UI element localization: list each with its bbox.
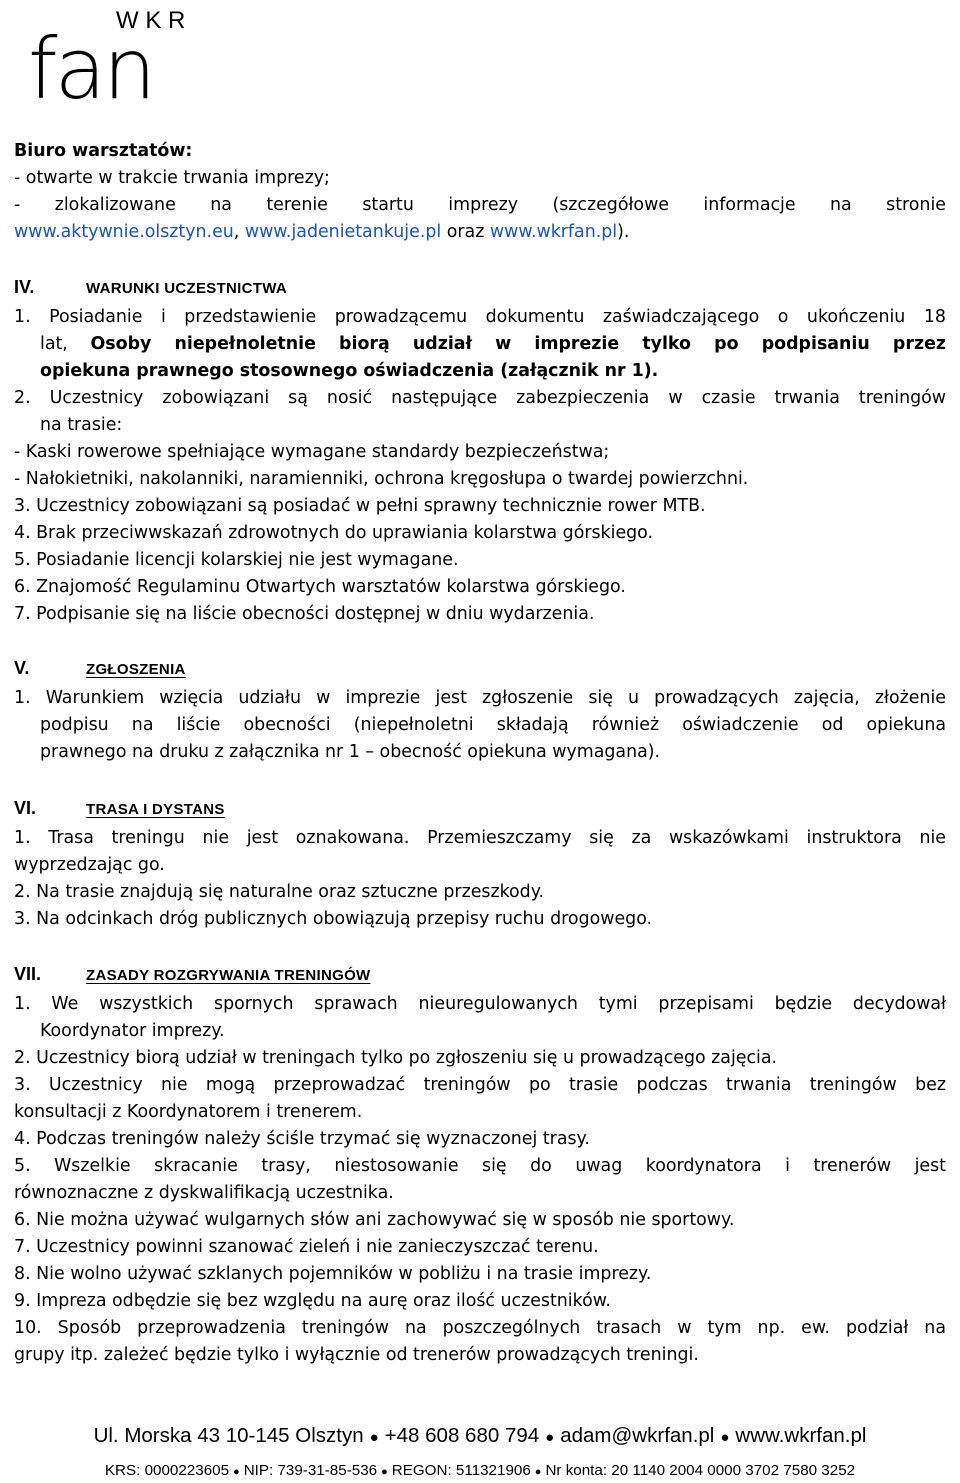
s7-p1-line2: Koordynator imprezy. [40,1021,225,1041]
footer-email[interactable]: adam@wkrfan.pl [560,1424,715,1447]
section-vii-heading [14,961,371,989]
footer-bank-account: Nr konta: 20 1140 2004 0000 3702 7580 3252 [545,1462,856,1479]
section-vi-heading [14,795,225,823]
wkrfan-logo [28,2,228,102]
section-iv-title: WARUNKI UCZESTNICTWA [86,280,287,297]
footer-registry-line [0,1462,960,1479]
s6-p1-line1: 1. Trasa treningu nie jest oznakowana. Przemieszczamy się za wskazówkami instruktora nie [14,828,946,848]
section-v-title: ZGŁOSZENIA [86,661,186,678]
footer-nip: NIP: 739-31-85-536 [243,1462,378,1479]
s4-p2-line2: na trasie: [40,415,123,435]
section-v-number: V. [14,658,30,678]
section-vi-number: VI. [14,798,37,818]
footer-bullet: ● [534,1466,542,1478]
footer-bullet: ● [545,1429,555,1446]
s4-p2-line4: - Nałokietniki, nakolanniki, naramienniki, ochrona kręgosłupa o twardej powierzchni. [14,469,749,489]
s7-p1-line1: 1. We wszystkich spornych sprawach nieuregulowanych tymi przepisami będzie decydował [14,994,946,1014]
s5-p1-line3: prawnego na druku z załącznika nr 1 – obecność opiekuna wymagana). [40,742,661,762]
section-vii-title: ZASADY ROZGRYWANIA TRENINGÓW [86,967,371,984]
s7-p5-line1: 5. Wszelkie skracanie trasy, niestosowanie się do uwag koordynatora i trenerów jest [14,1156,946,1176]
s7-item-9: 9. Impreza odbędzie się bez względu na aurę oraz ilość uczestników. [14,1291,611,1311]
s6-item-2: 2. Na trasie znajdują się naturalne oraz sztuczne przeszkody. [14,882,545,902]
section-iv-heading [14,274,287,302]
link-jadenietankuje[interactable]: www.jadenietankuje.pl [244,222,442,242]
footer-web[interactable]: www.wkrfan.pl [735,1424,867,1447]
footer-contact-line [0,1424,960,1448]
footer-bullet: ● [720,1429,730,1446]
s4-item-4: 4. Brak przeciwwskazań zdrowotnych do uprawiania kolarstwa górskiego. [14,523,654,543]
s6-item-3: 3. Na odcinkach dróg publicznych obowiązują przepisy ruchu drogowego. [14,909,653,929]
footer-krs: KRS: 0000223605 [104,1462,230,1479]
footer-regon: REGON: 511321906 [391,1462,531,1479]
biuro-sep-1: , [233,222,245,242]
s4-p2-line1: 2. Uczestnicy zobowiązani są nosić następujące zabezpieczenia w czasie trwania treningów [14,388,946,408]
section-iv-number: IV. [14,277,35,297]
s4-p1-lat: lat, [40,334,91,354]
footer-bullet: ● [369,1429,379,1446]
s4-item-7: 7. Podpisanie się na liście obecności dostępnej w dniu wydarzenia. [14,604,595,624]
footer-bullet: ● [233,1466,240,1478]
s4-item-5: 5. Posiadanie licencji kolarskiej nie jest wymagane. [14,550,459,570]
s7-p3-line2: konsultacji z Koordynatorem i trenerem. [14,1102,363,1122]
s4-p2-line3: - Kaski rowerowe spełniające wymagane standardy bezpieczeństwa; [14,442,610,462]
s7-item-7: 7. Uczestnicy powinni szanować zieleń i nie zanieczyszczać terenu. [14,1237,599,1257]
s4-item-6: 6. Znajomość Regulaminu Otwartych warsztatów kolarstwa górskiego. [14,577,626,597]
link-wkrfan[interactable]: www.wkrfan.pl [489,222,618,242]
biuro-sep-2: oraz [441,222,490,242]
s7-item-6: 6. Nie można używać wulgarnych słów ani zachowywać się w sposób nie sportowy. [14,1210,735,1230]
s7-item-4: 4. Podczas treningów należy ściśle trzymać się wyznaczonej trasy. [14,1129,590,1149]
section-vi-title: TRASA I DYSTANS [86,801,225,818]
s4-p1-line3: opiekuna prawnego stosownego oświadczenia (załącznik nr 1). [40,361,659,381]
section-vii-number: VII. [14,964,42,984]
s7-p5-line2: równoznaczne z dyskwalifikacją uczestnika. [14,1183,394,1203]
biuro-line-1: - otwarte w trakcie trwania imprezy; [14,168,330,188]
link-aktywnie[interactable]: www.aktywnie.olsztyn.eu [14,222,234,242]
section-v-heading [14,655,186,683]
logo-fan-text: fan [28,20,154,102]
s4-p1-line2 [14,331,946,358]
biuro-links-line [14,219,946,246]
footer-phone: +48 608 680 794 [384,1424,540,1447]
s5-p1-line1: 1. Warunkiem wzięcia udziału w imprezie jest zgłoszenie się u prowadzących zajęcia, złożenie [14,688,946,708]
s7-p3-line1: 3. Uczestnicy nie mogą przeprowadzać treningów po trasie podczas trwania treningów bez [14,1075,946,1095]
s5-p1-line2: podpisu na liście obecności (niepełnoletni składają również oświadczenie od opiekuna [40,715,946,735]
logo-wkr-text: W K R [116,7,186,34]
footer-address: Ul. Morska 43 10-145 Olsztyn [93,1424,364,1447]
s4-item-3: 3. Uczestnicy zobowiązani są posiadać w pełni sprawny technicznie rower MTB. [14,496,706,516]
biuro-line-2: - zlokalizowane na terenie startu imprezy (szczegółowe informacje na stronie [14,195,946,215]
s7-item-8: 8. Nie wolno używać szklanych pojemników w pobliżu i na trasie imprezy. [14,1264,652,1284]
s7-item-2: 2. Uczestnicy biorą udział w treningach tylko po zgłoszeniu się u prowadzącego zajęcia. [14,1048,778,1068]
s7-p10-line1: 10. Sposób przeprowadzenia treningów na poszczególnych trasach w tym np. ew. podział na [14,1318,946,1338]
biuro-title: Biuro warsztatów: [14,141,193,161]
s7-p10-line2: grupy itp. zależeć będzie tylko i wyłącznie od trenerów prowadzących treningi. [14,1345,699,1365]
biuro-end: ). [617,222,630,242]
s4-p1-line1: 1. Posiadanie i przedstawienie prowadzącemu dokumentu zaświadczającego o ukończeniu 18 [14,307,946,327]
s6-p1-line2: wyprzedzając go. [14,855,165,875]
s4-p1-bold: Osoby niepełnoletnie biorą udział w imprezie tylko po podpisaniu przez [90,334,946,354]
footer-bullet: ● [381,1466,388,1478]
